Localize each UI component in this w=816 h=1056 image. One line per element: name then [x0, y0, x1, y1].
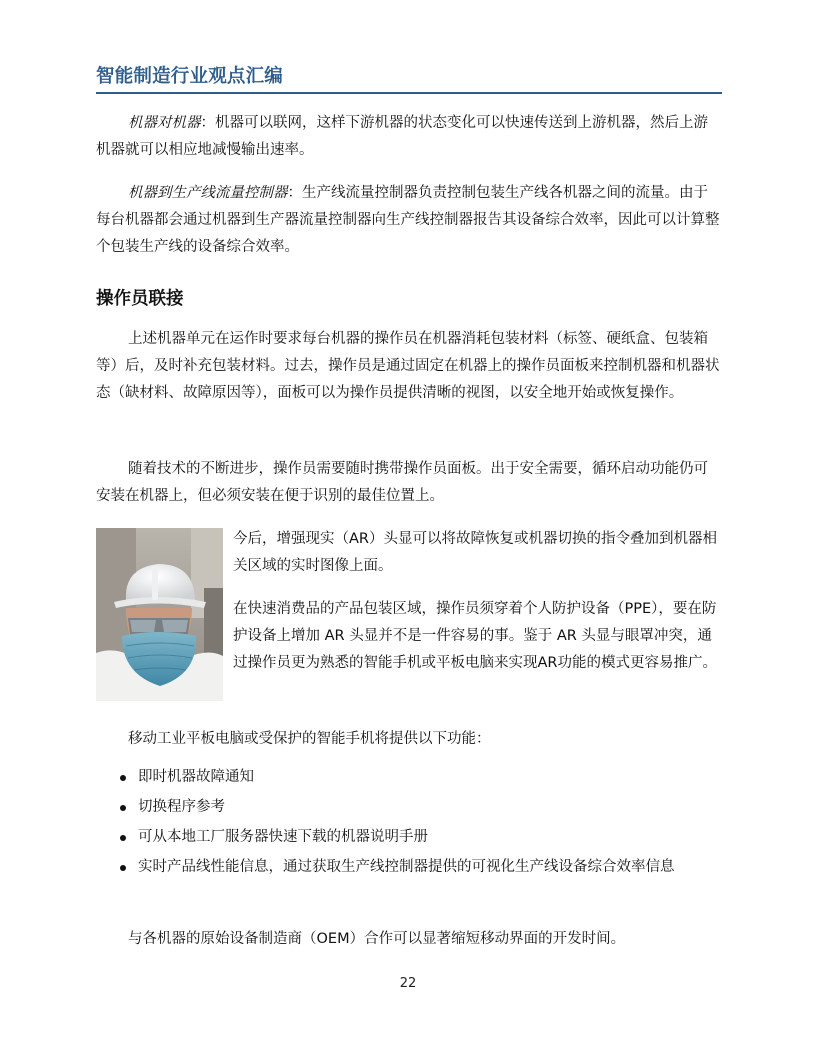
operator-portrait-image: [96, 528, 223, 701]
list-item: [96, 764, 722, 791]
list-item-text: 实时产品线性能信息，通过获取生产线控制器提供的可视化生产线设备综合效率信息: [138, 859, 675, 875]
list-item: [96, 824, 722, 851]
paragraph-operator-refill: 上述机器单元在运作时要求每台机器的操作员在机器消耗包装材料（标签、硬纸盒、包装箱等）后，及时补充包装材料。过去，操作员是通过固定在机器上的操作员面板来控制机器和机器状态（缺材料、故障原因等），面板可以为操作员提供清晰的视图，以安全地开始或恢复操作。: [96, 331, 720, 401]
bullet-icon: [120, 835, 126, 841]
list-item-text: 可从本地工厂服务器快速下载的机器说明手册: [138, 829, 428, 845]
term-machine-to-machine: 机器对机器: [128, 115, 201, 131]
page-number: 22: [399, 976, 417, 991]
list-item-text: 切换程序参考: [138, 799, 225, 815]
paragraph-oem-cooperation: 与各机器的原始设备制造商（OEM）合作可以显著缩短移动界面的开发时间。: [128, 931, 626, 947]
feature-list: [96, 764, 722, 884]
list-item-text: 即时机器故障通知: [138, 769, 254, 785]
term-machine-to-line-controller: 机器到生产线流量控制器: [128, 185, 288, 201]
paragraph-machine-to-line-controller: [96, 180, 722, 261]
list-item: [96, 854, 722, 881]
paragraph-text: ：生产线流量控制器负责控制包装生产线各机器之间的流量。由于每台机器都会通过机器到生产器流量控制器向生产线控制器报告其设备综合效率，因此可以计算整个包装生产线的设备综合效率。: [96, 185, 720, 255]
document-header-title: 智能制造行业观点汇编: [96, 66, 284, 87]
header-divider: [96, 92, 722, 94]
bullet-icon: [120, 805, 126, 811]
operator-photo: [96, 528, 223, 701]
paragraph-ar-headset: 今后，增强现实（AR）头显可以将故障恢复或机器切换的指令叠加到机器相关区域的实时图像上面。: [233, 531, 717, 574]
paragraph-machine-to-machine: [96, 110, 722, 164]
bullet-icon: [120, 865, 126, 871]
paragraph-text: ：机器可以联网，这样下游机器的状态变化可以快速传送到上游机器，然后上游机器就可以相应地减慢输出速率。: [96, 115, 708, 158]
bullet-icon: [120, 775, 126, 781]
paragraph-ppe: 在快速消费品的产品包装区域，操作员须穿着个人防护设备（PPE），要在防护设备上增加 AR 头显并不是一件容易的事。鉴于 AR 头显与眼罩冲突，通过操作员更为熟悉的智能手机或平板电脑来实现AR功能的模式更容易推广。: [233, 601, 717, 671]
section-heading: 操作员联接: [96, 289, 184, 309]
list-item: [96, 794, 722, 821]
paragraph-technology-progress: 随着技术的不断进步，操作员需要随时携带操作员面板。出于安全需要，循环启动功能仍可安装在机器上，但必须安装在便于识别的最佳位置上。: [96, 461, 708, 504]
paragraph-mobile-features-intro: 移动工业平板电脑或受保护的智能手机将提供以下功能：: [128, 731, 491, 747]
